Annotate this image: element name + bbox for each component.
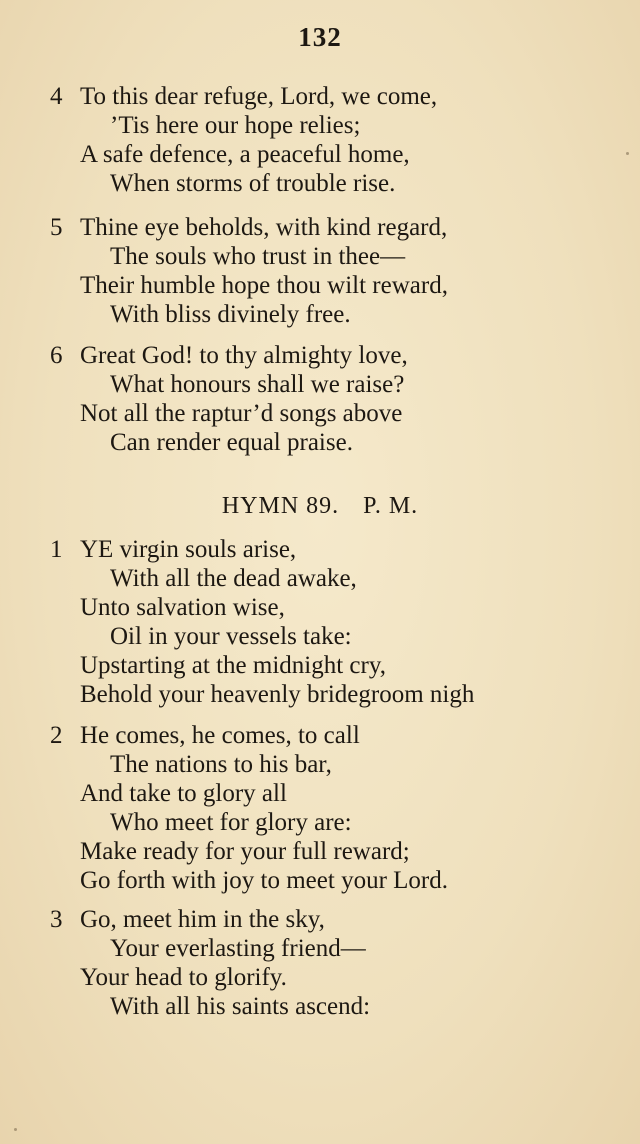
stanza-number: 3 (50, 906, 63, 933)
paper-speck (626, 152, 629, 155)
hymn-meter: P. M. (363, 493, 419, 519)
verse-line: Oil in your vessels take: (110, 623, 352, 650)
verse-line: He comes, he comes, to call (80, 722, 360, 749)
verse-line: With bliss divinely free. (110, 301, 351, 328)
verse-line: YE virgin souls arise, (80, 536, 297, 563)
verse-line: Unto salvation wise, (80, 594, 285, 621)
verse-line: Who meet for glory are: (110, 809, 352, 836)
verse-line: ’Tis here our hope relies; (110, 112, 361, 139)
verse-line: Not all the raptur’d songs above (80, 400, 403, 427)
verse-line: And take to glory all (80, 780, 287, 807)
verse-line: Go, meet him in the sky, (80, 906, 325, 933)
verse-line: A safe defence, a peaceful home, (80, 141, 410, 168)
verse-line: Upstarting at the midnight cry, (80, 652, 386, 679)
verse-line: With all his saints ascend: (110, 993, 371, 1020)
stanza-number: 1 (50, 536, 63, 563)
stanza-number: 2 (50, 722, 63, 749)
verse-line: What honours shall we raise? (110, 371, 405, 398)
verse-line: To this dear refuge, Lord, we come, (80, 83, 438, 110)
verse-line: Your head to glorify. (80, 964, 287, 991)
verse-line: Your everlasting friend— (110, 935, 366, 962)
verse-line: Go forth with joy to meet your Lord. (80, 867, 448, 894)
stanza-number: 6 (50, 342, 63, 369)
verse-line: Their humble hope thou wilt reward, (80, 272, 448, 299)
hymn-heading (0, 493, 640, 520)
verse-line: Make ready for your full reward; (80, 838, 410, 865)
verse-line: Can render equal praise. (110, 429, 353, 456)
verse-line: Great God! to thy almighty love, (80, 342, 408, 369)
verse-line: Behold your heavenly bridegroom nigh (80, 681, 475, 708)
stanza-number: 5 (50, 214, 63, 241)
page-number: 132 (298, 22, 342, 52)
hymn-title: HYMN 89. (221, 493, 340, 519)
verse-line: With all the dead awake, (110, 565, 357, 592)
verse-line: When storms of trouble rise. (110, 170, 396, 197)
verse-line: The souls who trust in thee— (110, 243, 406, 270)
verse-line: The nations to his bar, (110, 751, 332, 778)
verse-line: Thine eye beholds, with kind regard, (80, 214, 448, 241)
stanza-number: 4 (50, 83, 63, 110)
paper-speck (14, 1128, 17, 1131)
